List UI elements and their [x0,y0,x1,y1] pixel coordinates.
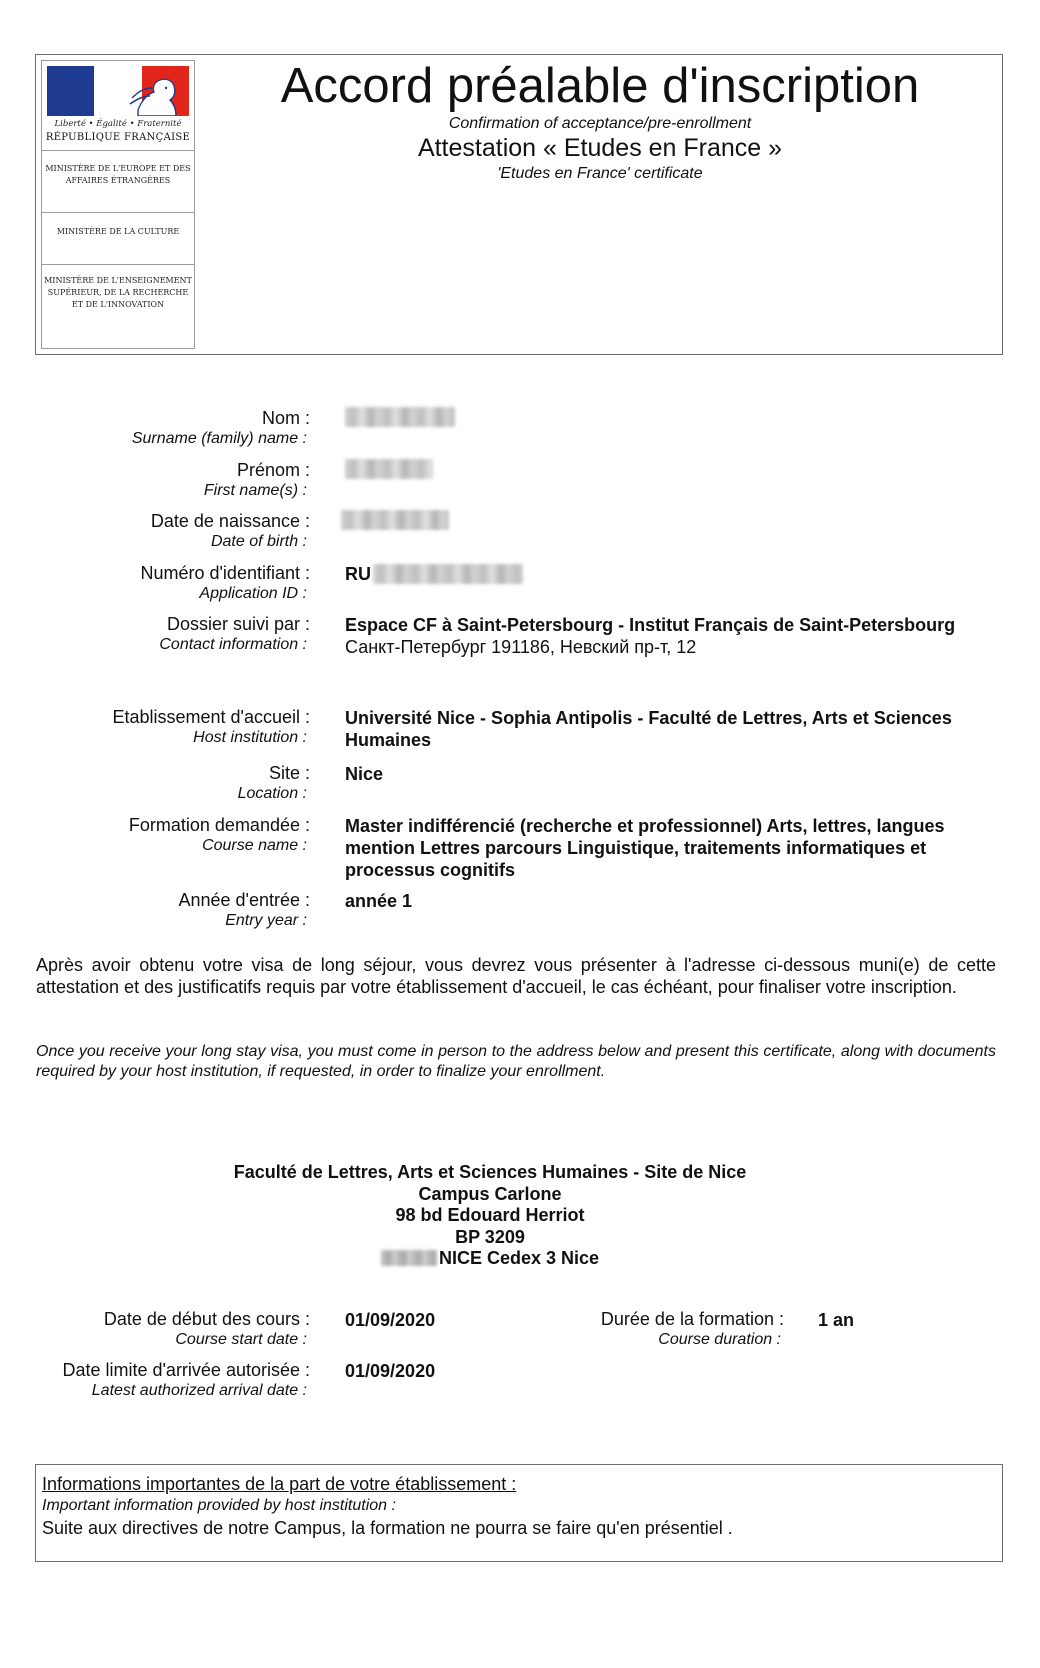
instructions-french: Après avoir obtenu votre visa de long séjour, vous devrez vous présenter à l'adresse ci-dessous muni(e) de cette attestation et des justificatifs requis par votre établissement d'accueil, le cas échéant, pour finaliser votre inscription. [36,955,996,997]
arrivee-label: Date limite d'arrivée autorisée : [62,1360,310,1380]
date-naissance-label: Date de naissance : [150,511,310,531]
formation-label: Formation demandée : [128,815,310,835]
important-info-text: Suite aux directives de notre Campus, la formation ne pourra se faire qu'en présentiel . [42,1518,733,1538]
debut-label: Date de début des cours : [103,1309,310,1329]
prenom-redacted [345,459,433,479]
etablissement-value: Université Nice - Sophia Antipolis - Faculté de Lettres, Arts et Sciences Humaines [345,708,952,750]
document-subtitle: Attestation « Etudes en France » [417,134,783,162]
dossier-value: Espace CF à Saint-Petersbourg - Institut Français de Saint-Petersbourg [345,615,956,635]
document-title: Accord préalable d'inscription [280,59,920,113]
nom-label-english: Surname (family) name : [131,430,307,447]
identifiant-label: Numéro d'identifiant : [140,563,310,583]
tricolor-flag-icon [47,66,189,116]
dossier-label-english: Contact information : [159,636,307,653]
annee-label-english: Entry year : [225,912,307,929]
site-label-english: Location : [237,785,307,802]
etablissement-label-english: Host institution : [193,729,307,746]
site-label: Site : [268,763,310,783]
date-naissance-label-english: Date of birth : [210,533,307,550]
identifiant-redacted [373,564,523,584]
duree-label: Durée de la formation : [600,1309,784,1329]
duree-label-english: Course duration : [658,1331,781,1348]
arrivee-value: 01/09/2020 [345,1361,436,1381]
site-value: Nice [345,764,384,784]
ministry-foreign-affairs: MINISTÈRE DE L'EUROPE ET DES AFFAIRES ÉTRANGÈRES [42,150,194,212]
address-line-1: Faculté de Lettres, Arts et Sciences Humaines - Site de Nice [233,1162,747,1182]
etablissement-label: Etablissement d'accueil : [112,707,310,727]
postcode-redacted [381,1250,437,1266]
document-title-english: Confirmation of acceptance/pre-enrollment [448,115,752,132]
formation-label-english: Course name : [202,837,307,854]
annee-value: année 1 [345,891,413,911]
identifiant-label-english: Application ID : [199,585,307,602]
document-subtitle-english: 'Etudes en France' certificate [497,165,703,182]
ministry-higher-education: MINISTÈRE DE L'ENSEIGNEMENT SUPÉRIEUR, DE LA RECHERCHE ET DE L'INNOVATION [42,264,194,348]
instructions-english: Once you receive your long stay visa, you must come in person to the address below and present this certificate, along with documents required by your host institution, if requested, in order to finalize your enrollment. [36,1043,996,1080]
duree-value: 1 an [818,1310,855,1330]
address-line-4: BP 3209 [455,1226,525,1247]
address-block [0,1162,980,1270]
debut-value: 01/09/2020 [345,1310,436,1330]
marianne-icon [128,70,204,116]
date-naissance-redacted [341,510,449,530]
republic-motto: Liberté • Égalité • Fraternité [54,119,182,129]
important-info-title: Informations importantes de la part de votre établissement : [42,1474,517,1494]
address-line-2: Campus Carlone [418,1183,562,1204]
prenom-label: Prénom : [236,460,310,480]
ministry-culture: MINISTÈRE DE LA CULTURE [42,212,194,264]
address-line-3: 98 bd Edouard Herriot [395,1205,585,1226]
dossier-label: Dossier suivi par : [166,614,310,634]
nom-label: Nom : [261,408,310,428]
republique-francaise-logo [41,60,195,349]
address-line-5-wrap [0,1248,980,1270]
nom-redacted [345,407,455,427]
debut-label-english: Course start date : [175,1331,307,1348]
arrivee-label-english: Latest authorized arrival date : [91,1382,307,1399]
important-info-title-english: Important information provided by host institution : [42,1497,396,1514]
republic-name: RÉPUBLIQUE FRANÇAISE [45,132,191,143]
identifiant-prefix: RU [345,564,371,584]
prenom-label-english: First name(s) : [203,482,307,499]
address-line-5: NICE Cedex 3 Nice [438,1248,600,1269]
dossier-address: Санкт-Петербург 191186, Невский пр-т, 12 [345,637,697,657]
annee-label: Année d'entrée : [178,890,310,910]
formation-value: Master indifférencié (recherche et professionnel) Arts, lettres, langues mention Lettres parcours Linguistique, traitements informatiques et processus cognitifs [345,816,945,880]
